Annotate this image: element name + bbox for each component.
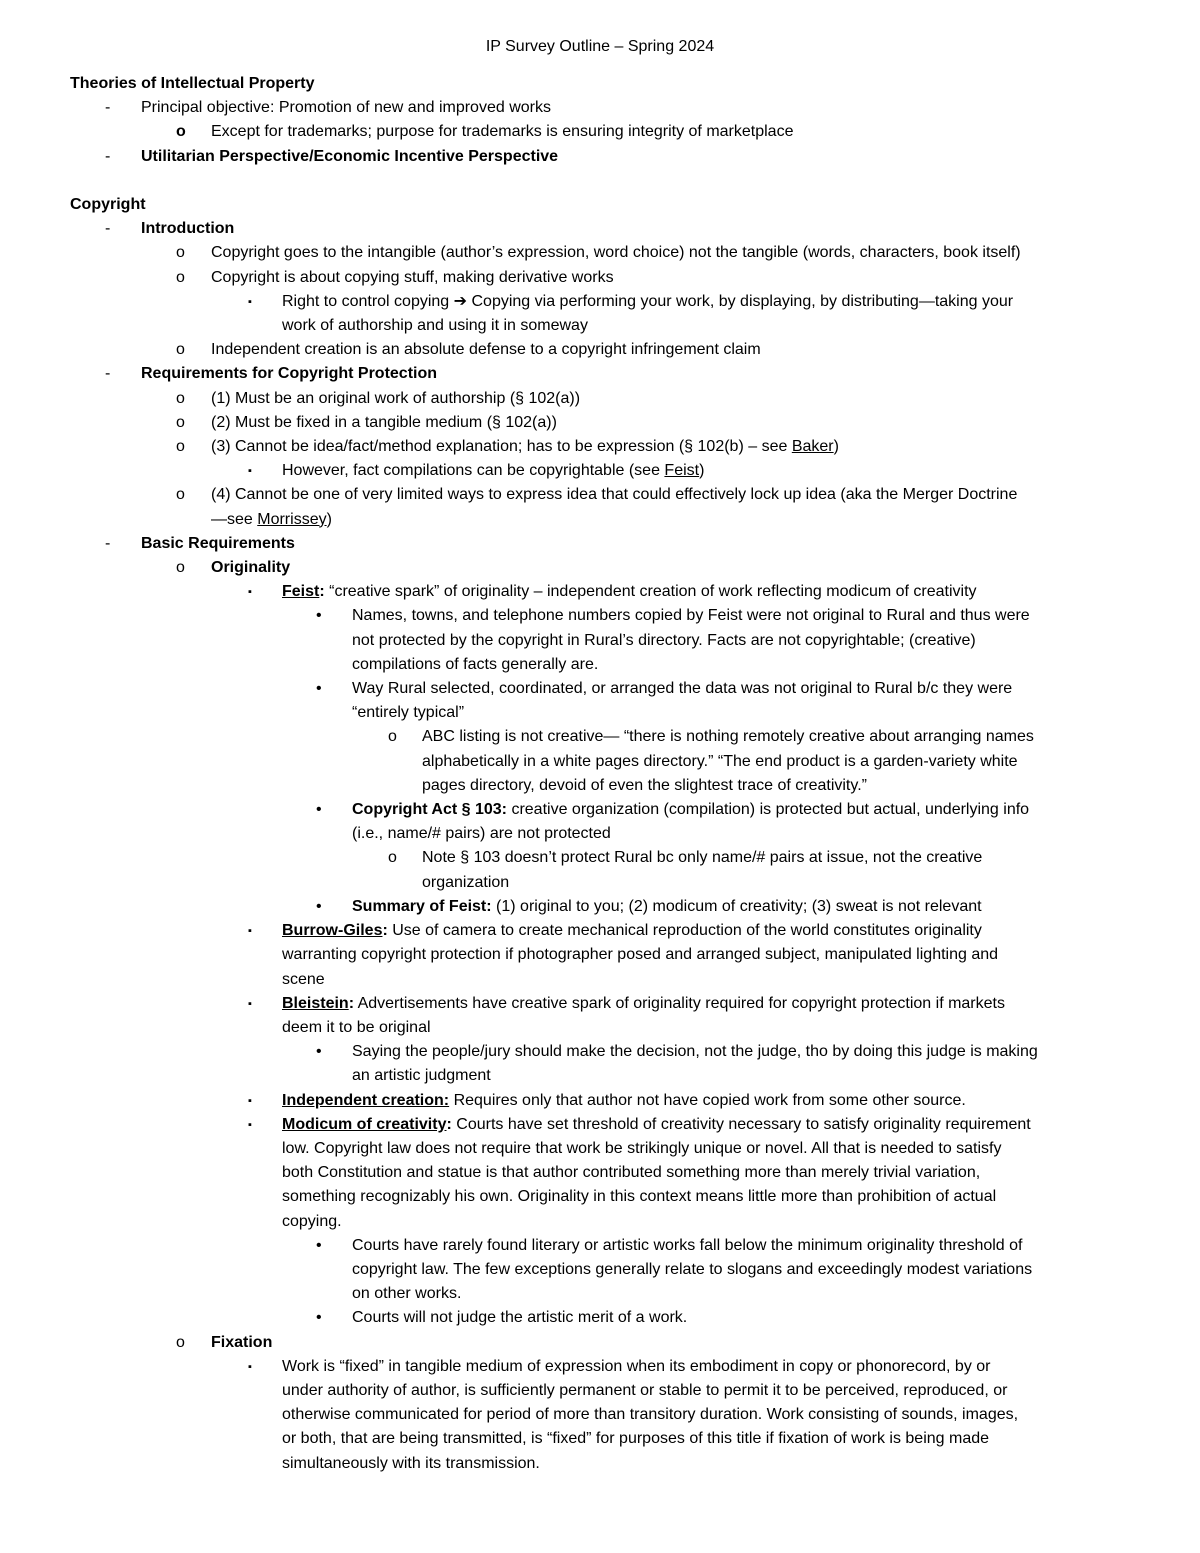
circle-marker: o bbox=[176, 559, 185, 577]
list-item-continuation: otherwise communicated for period of more than transitory duration. Work consisting of sounds, images, bbox=[282, 1406, 1019, 1424]
case-name-morrissey: Morrissey bbox=[257, 510, 327, 528]
list-item: • Saying the people/jury should make the decision, not the judge, tho by doing this judge is making bbox=[352, 1040, 1130, 1064]
list-item-continuation: deem it to be original bbox=[282, 1018, 431, 1036]
list-item: o Copyright goes to the intangible (author’s expression, word choice) not the tangible (words, characters, book itself) bbox=[211, 241, 1130, 265]
bullet-icon: • bbox=[316, 1309, 322, 1327]
case-name-baker: Baker bbox=[791, 438, 834, 456]
square-bullet-icon: ▪ bbox=[248, 1094, 252, 1107]
list-item: o Independent creation is an absolute defense to a copyright infringement claim bbox=[211, 338, 1130, 362]
list-item-continuation: “entirely typical” bbox=[352, 704, 465, 722]
dash-marker: - bbox=[105, 147, 111, 165]
list-item: - Requirements for Copyright Protection bbox=[141, 362, 1130, 386]
list-item-continuation: an artistic judgment bbox=[352, 1067, 491, 1085]
bullet-icon: • bbox=[316, 1236, 322, 1254]
list-item: o (4) Cannot be one of very limited ways to express idea that could effectively lock up idea (aka the Merger Doctrine bbox=[211, 483, 1130, 507]
list-item: • Way Rural selected, coordinated, or arranged the data was not original to Rural b/c they were bbox=[352, 677, 1130, 701]
square-bullet-icon: ▪ bbox=[248, 997, 252, 1010]
circle-marker: o bbox=[388, 728, 397, 746]
list-item: ▪ Right to control copying ➔ Copying via performing your work, by displaying, by distributing—taking your bbox=[282, 290, 1130, 314]
bullet-icon: • bbox=[316, 1043, 322, 1061]
list-item-continuation: on other works. bbox=[352, 1285, 462, 1303]
square-bullet-icon: ▪ bbox=[248, 1118, 252, 1131]
list-item: o (3) Cannot be idea/fact/method explanation; has to be expression (§ 102(b) – see Baker) bbox=[211, 435, 1130, 459]
list-item: o Fixation bbox=[211, 1331, 1130, 1355]
case-name-feist: Feist bbox=[664, 462, 700, 480]
list-item-continuation: something recognizably his own. Originality in this context means little more than prohibition of actual bbox=[282, 1188, 997, 1206]
list-item: o Note § 103 doesn’t protect Rural bc only name/# pairs at issue, not the creative bbox=[422, 846, 1130, 870]
list-item: • Names, towns, and telephone numbers copied by Feist were not original to Rural and thus were bbox=[352, 604, 1130, 628]
spacer bbox=[70, 169, 1130, 193]
list-item: o Originality bbox=[211, 556, 1130, 580]
outline-body bbox=[70, 72, 1130, 1476]
list-item-continuation: both Constitution and statue is that author contributed something more than merely trivial variation, bbox=[282, 1164, 981, 1182]
list-item: - Principal objective: Promotion of new and improved works bbox=[141, 96, 1130, 120]
bullet-icon: • bbox=[316, 607, 322, 625]
case-name-burrow-giles: Burrow-Giles bbox=[282, 922, 383, 940]
list-item-continuation: warranting copyright protection if photographer posed and arranged subject, manipulated lighting and bbox=[282, 946, 999, 964]
list-item-continuation: compilations of facts generally are. bbox=[352, 655, 599, 673]
list-item-continuation: under authority of author, is sufficiently permanent or stable to permit it to be perceived, reproduced, or bbox=[282, 1381, 1008, 1399]
section-heading-theories: Theories of Intellectual Property bbox=[70, 75, 315, 92]
circle-marker: o bbox=[176, 244, 185, 262]
list-item: • Summary of Feist: (1) original to you; (2) modicum of creativity; (3) sweat is not relevant bbox=[352, 895, 1130, 919]
list-item: - Basic Requirements bbox=[141, 532, 1130, 556]
case-name-bleistein: Bleistein bbox=[282, 994, 349, 1012]
list-item-continuation: pages directory, devoid of even the slightest trace of creativity.” bbox=[422, 776, 867, 794]
section-heading-copyright: Copyright bbox=[70, 196, 146, 213]
square-bullet-icon: ▪ bbox=[248, 1360, 252, 1373]
square-bullet-icon: ▪ bbox=[248, 465, 252, 478]
list-item: ▪ Independent creation: Requires only that author not have copied work from some other source. bbox=[282, 1089, 1130, 1113]
dash-marker: - bbox=[105, 534, 111, 552]
list-item: o ABC listing is not creative— “there is nothing remotely creative about arranging names bbox=[422, 725, 1130, 749]
list-item: ▪ Burrow-Giles: Use of camera to create mechanical reproduction of the world constitutes originality bbox=[282, 919, 1130, 943]
list-item: ▪ Feist: “creative spark” of originality – independent creation of work reflecting modicum of creativity bbox=[282, 580, 1130, 604]
list-item: o Copyright is about copying stuff, making derivative works bbox=[211, 266, 1130, 290]
list-item-continuation: alphabetically in a white pages directory.” “The end product is a garden-variety white bbox=[422, 752, 1018, 770]
list-item-continuation: (i.e., name/# pairs) are not protected bbox=[352, 825, 611, 843]
square-bullet-icon: ▪ bbox=[248, 925, 252, 938]
list-item-continuation: scene bbox=[282, 970, 325, 988]
list-item-continuation: low. Copyright law does not require that work be strikingly unique or novel. All that is needed to satisfy bbox=[282, 1139, 1002, 1157]
dash-marker: - bbox=[105, 365, 111, 383]
circle-marker: o bbox=[176, 123, 186, 141]
list-item-continuation: —see Morrissey) bbox=[211, 510, 332, 528]
bullet-icon: • bbox=[316, 801, 322, 819]
circle-marker: o bbox=[176, 1333, 185, 1351]
list-item: ▪ Bleistein: Advertisements have creative spark of originality required for copyright protection if markets bbox=[282, 992, 1130, 1016]
list-item-continuation: or both, that are being transmitted, is “fixed” for purposes of this title if fixation of work is being made bbox=[282, 1430, 990, 1448]
document-title: IP Survey Outline – Spring 2024 bbox=[485, 38, 715, 55]
list-item-continuation: simultaneously with its transmission. bbox=[282, 1454, 540, 1472]
list-item-continuation: copyright law. The few exceptions generally relate to slogans and exceedingly modest variations bbox=[352, 1260, 1033, 1278]
list-item: - Utilitarian Perspective/Economic Incentive Perspective bbox=[141, 145, 1130, 169]
circle-marker: o bbox=[176, 413, 185, 431]
bullet-icon: • bbox=[316, 680, 322, 698]
list-item-continuation: organization bbox=[422, 873, 510, 891]
dash-marker: - bbox=[105, 99, 111, 117]
square-bullet-icon: ▪ bbox=[248, 295, 252, 308]
circle-marker: o bbox=[388, 849, 397, 867]
circle-marker: o bbox=[176, 341, 185, 359]
list-item-continuation: work of authorship and using it in someway bbox=[282, 317, 588, 335]
circle-marker: o bbox=[176, 268, 185, 286]
list-item: o (2) Must be fixed in a tangible medium (§ 102(a)) bbox=[211, 411, 1130, 435]
list-item: ▪ Work is “fixed” in tangible medium of expression when its embodiment in copy or phonorecord, by or bbox=[282, 1355, 1130, 1379]
list-item-continuation: not protected by the copyright in Rural’s directory. Facts are not copyrightable; (creative) bbox=[352, 631, 976, 649]
list-item-continuation: copying. bbox=[282, 1212, 342, 1230]
list-item: ▪ However, fact compilations can be copyrightable (see Feist) bbox=[282, 459, 1130, 483]
circle-marker: o bbox=[176, 389, 185, 407]
case-name-feist: Feist bbox=[282, 583, 320, 601]
list-item: o Except for trademarks; purpose for trademarks is ensuring integrity of marketplace bbox=[211, 120, 1130, 144]
list-item: • Courts will not judge the artistic merit of a work. bbox=[352, 1306, 1130, 1330]
circle-marker: o bbox=[176, 438, 185, 456]
dash-marker: - bbox=[105, 220, 111, 238]
list-item: - Introduction bbox=[141, 217, 1130, 241]
list-item: o (1) Must be an original work of authorship (§ 102(a)) bbox=[211, 387, 1130, 411]
list-item: • Courts have rarely found literary or artistic works fall below the minimum originality threshold of bbox=[352, 1234, 1130, 1258]
list-item: • Copyright Act § 103: creative organization (compilation) is protected but actual, underlying info bbox=[352, 798, 1130, 822]
list-item: ▪ Modicum of creativity: Courts have set threshold of creativity necessary to satisfy originality requirement bbox=[282, 1113, 1130, 1137]
bullet-icon: • bbox=[316, 897, 322, 915]
circle-marker: o bbox=[176, 486, 185, 504]
square-bullet-icon: ▪ bbox=[248, 586, 252, 599]
